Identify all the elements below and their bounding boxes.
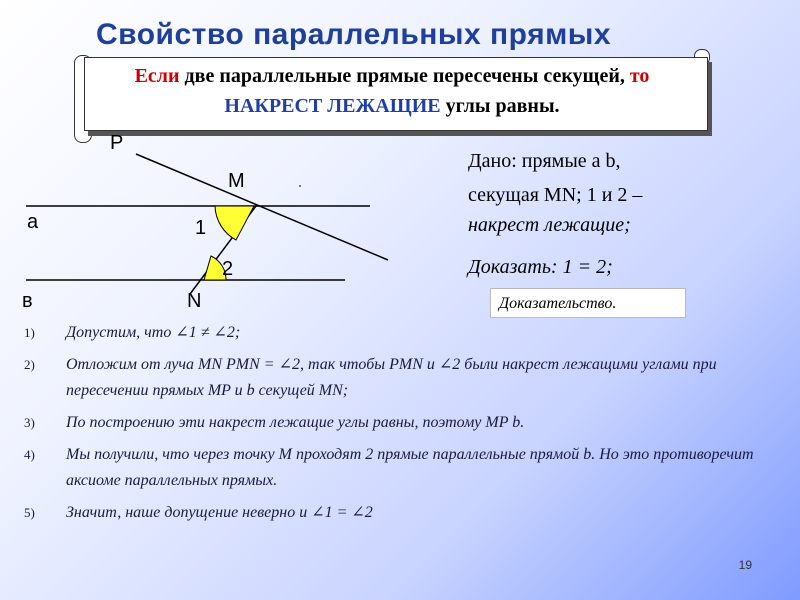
theorem-body: две параллельные прямые пересечены секущей, bbox=[179, 65, 630, 87]
angle-1-marker bbox=[215, 206, 254, 240]
theorem-if: Если bbox=[134, 65, 180, 87]
label-point-m: M bbox=[228, 170, 245, 192]
proof-step bbox=[0, 442, 780, 494]
proof-step bbox=[0, 352, 780, 404]
geometry-figure bbox=[0, 130, 420, 320]
theorem-text bbox=[92, 61, 692, 121]
given-line-3: накрест лежащие; bbox=[468, 214, 631, 236]
stray-dot bbox=[299, 185, 301, 187]
label-line-a: a bbox=[27, 211, 39, 233]
label-angle-2: 2 bbox=[222, 258, 234, 280]
step-text: Допустим, что ∠1 ≠ ∠2; bbox=[66, 324, 241, 341]
theorem-scroll bbox=[74, 55, 710, 132]
proof-step bbox=[0, 410, 780, 436]
theorem-crosswise: НАКРЕСТ ЛЕЖАЩИЕ bbox=[224, 95, 441, 117]
step-text: По построению эти накрест лежащие углы равны, поэтому MP b. bbox=[66, 414, 525, 431]
theorem-then: то bbox=[629, 65, 650, 87]
label-point-n: N bbox=[187, 290, 202, 312]
step-number: 2) bbox=[24, 357, 35, 372]
slide-title: Свойство параллельных прямых bbox=[96, 18, 612, 51]
step-text: Значит, наше допущение неверно и ∠1 = ∠2 bbox=[66, 504, 373, 521]
step-number: 1) bbox=[24, 325, 35, 340]
given-line-1: Дано: прямые a b, bbox=[468, 150, 621, 172]
step-text: Отложим от луча MN PMN = ∠2, так чтобы PMN и ∠2 были накрест лежащими углами при пересечении прямых MP и b секущей MN; bbox=[66, 356, 717, 399]
proof-step bbox=[0, 320, 780, 346]
theorem-end: углы равны. bbox=[440, 95, 560, 117]
label-point-p: P bbox=[110, 132, 124, 154]
step-number: 5) bbox=[24, 505, 35, 520]
proof-steps bbox=[0, 320, 780, 532]
step-number: 4) bbox=[24, 447, 35, 462]
line-mp bbox=[136, 154, 388, 260]
proof-button[interactable]: Доказательство. bbox=[490, 288, 686, 318]
given-line-2: секущая MN; 1 и 2 – bbox=[468, 184, 643, 206]
proof-step bbox=[0, 500, 780, 526]
prove-line: Доказать: 1 = 2; bbox=[468, 256, 613, 278]
label-line-b: в bbox=[22, 290, 33, 312]
page-number: 19 bbox=[738, 558, 752, 572]
label-angle-1: 1 bbox=[195, 217, 207, 239]
step-number: 3) bbox=[24, 415, 35, 430]
step-text: Мы получили, что через точку M проходят 2 прямые параллельные прямой b. Но это противоречит аксиоме параллельных прямых. bbox=[66, 446, 754, 489]
